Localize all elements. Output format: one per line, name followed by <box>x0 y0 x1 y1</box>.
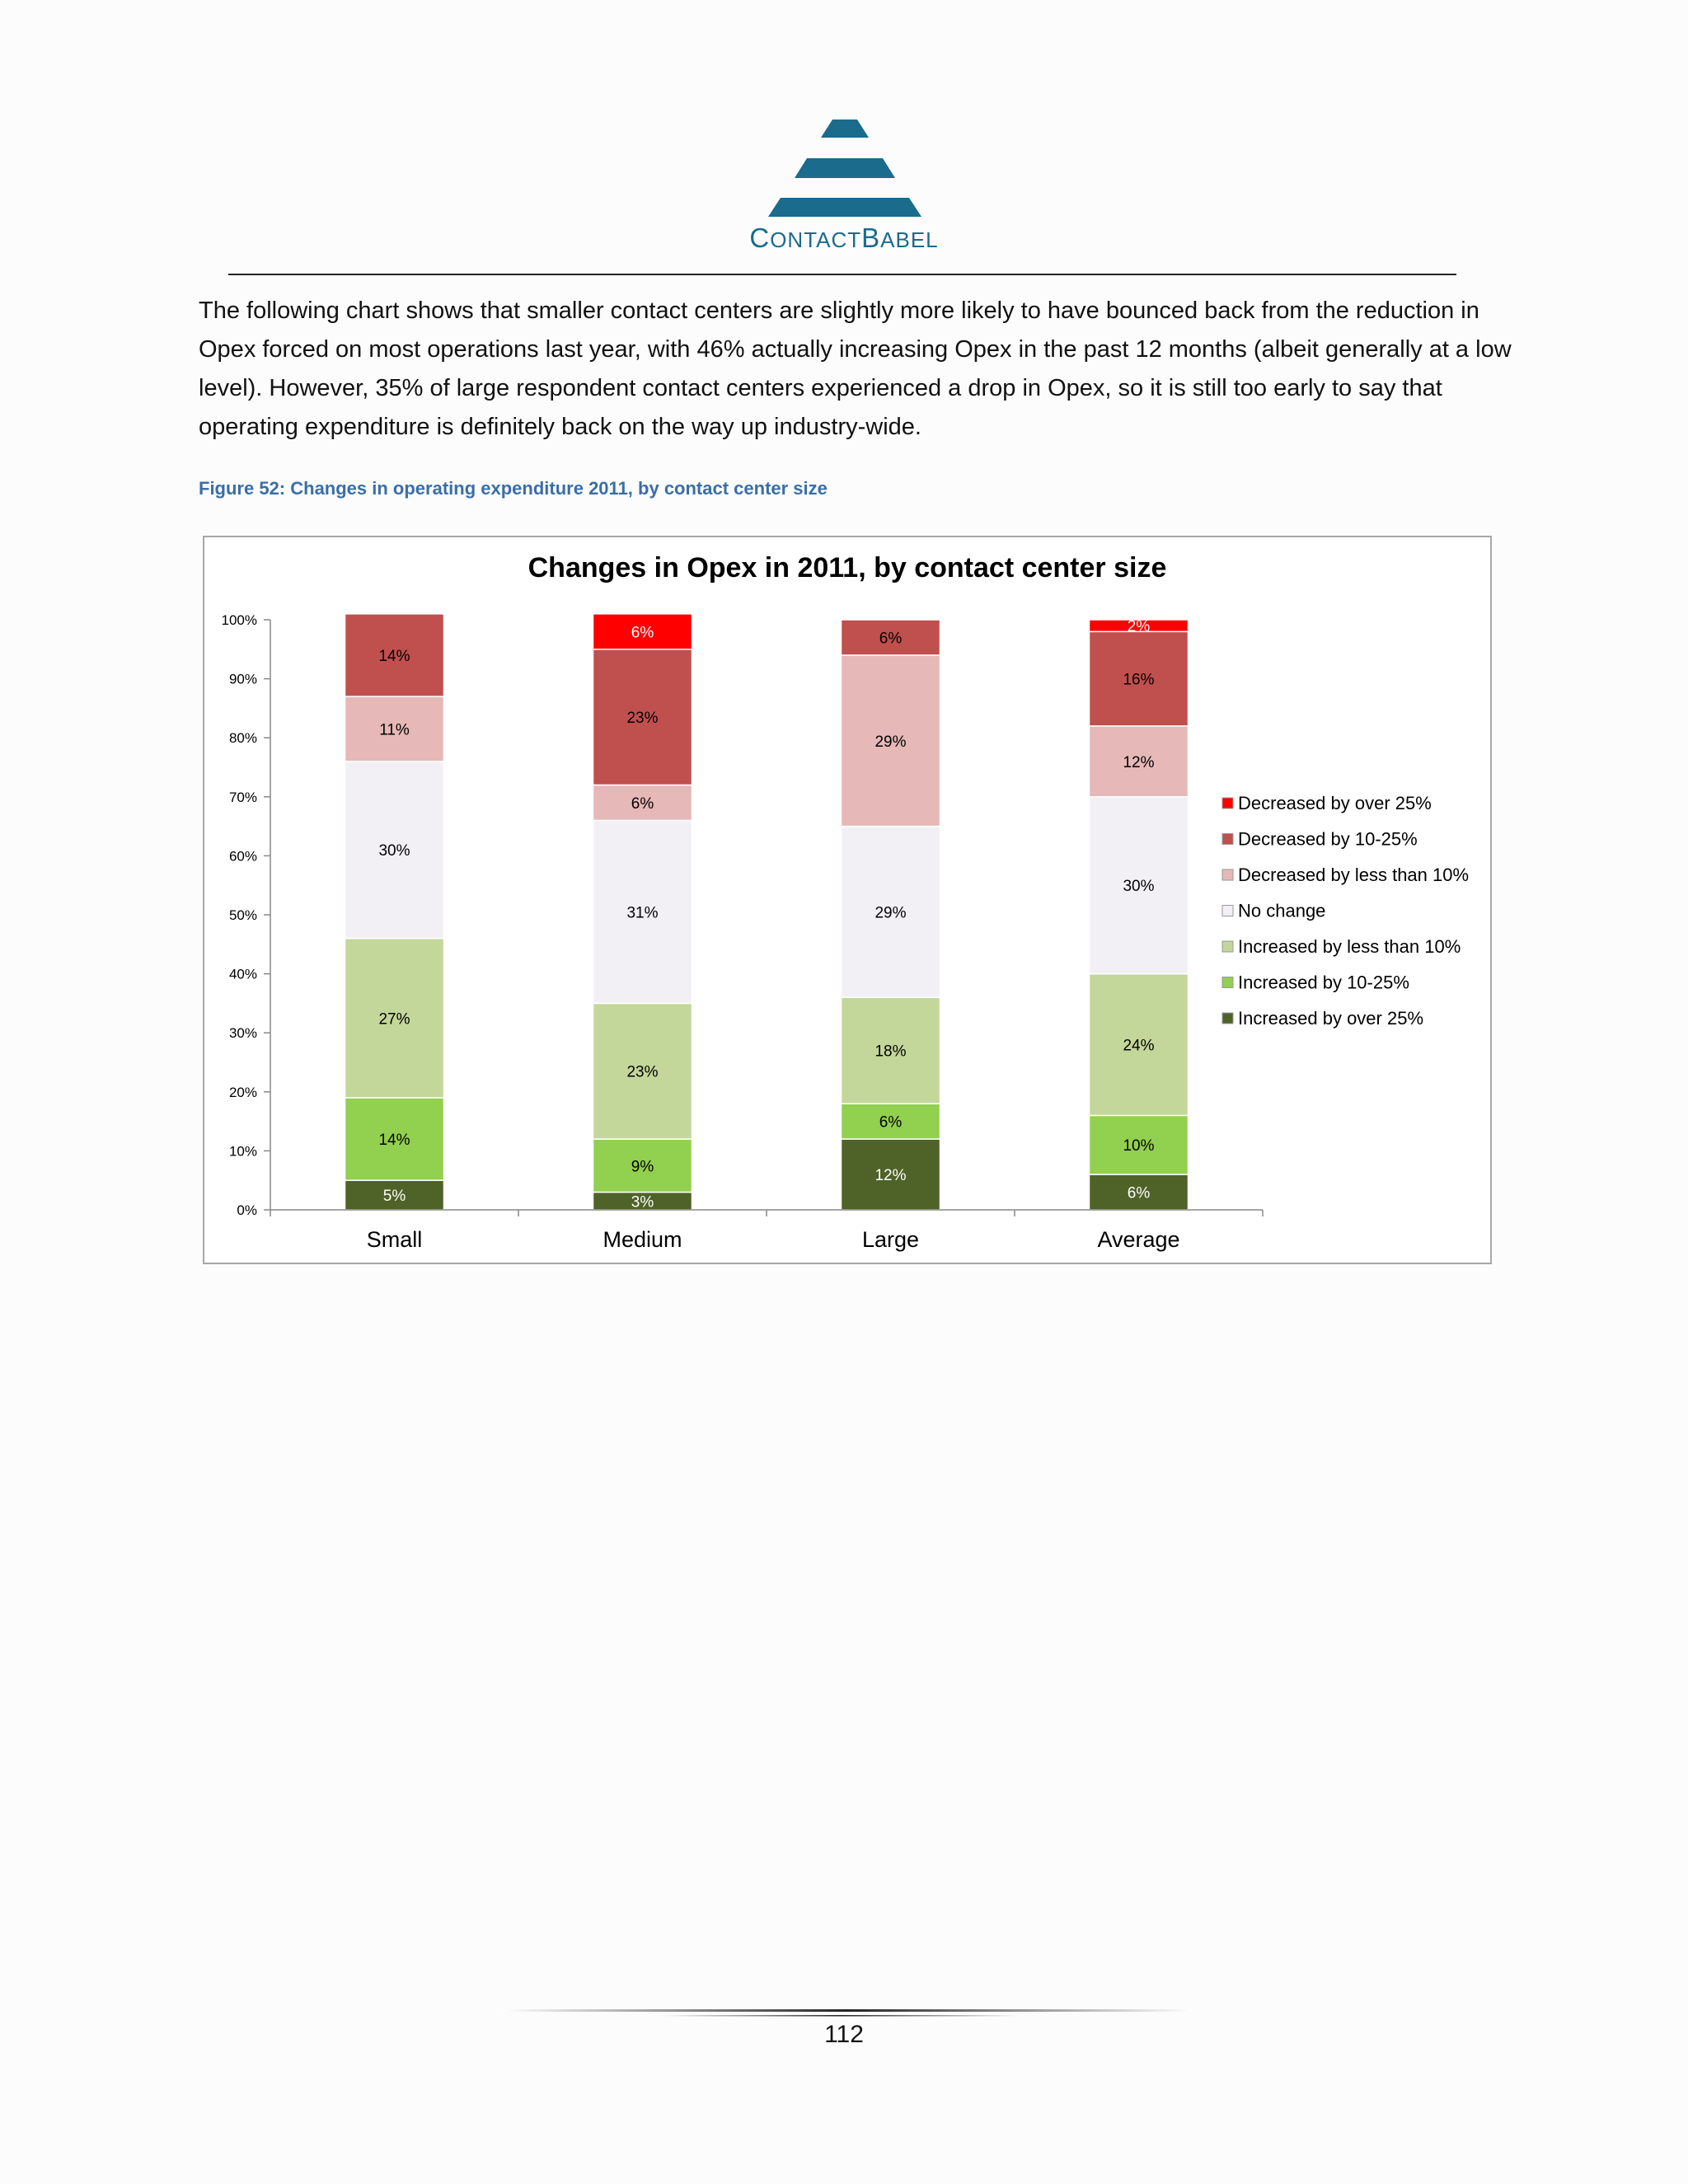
page-number: 112 <box>824 2021 864 2048</box>
data-label: 23% <box>626 1063 659 1081</box>
data-label: 12% <box>874 1167 907 1185</box>
data-label: 11% <box>379 721 410 739</box>
data-label: 10% <box>1123 1137 1155 1155</box>
y-tick-label: 30% <box>228 1025 257 1042</box>
legend-swatch <box>1222 1013 1233 1024</box>
chart-title: Changes in Opex in 2011, by contact center size <box>528 552 1167 583</box>
data-label: 29% <box>874 733 907 751</box>
header-rule <box>228 274 1456 275</box>
data-label: 12% <box>1123 753 1155 771</box>
x-tick-label: Large <box>861 1227 920 1252</box>
data-label: 6% <box>879 630 903 648</box>
footer-rule <box>0 1994 1688 2019</box>
data-label: 5% <box>382 1188 406 1206</box>
y-tick-label: 60% <box>228 848 257 865</box>
data-label: 27% <box>378 1010 410 1029</box>
y-tick-label: 80% <box>228 730 257 747</box>
data-label: 9% <box>631 1158 654 1176</box>
legend-label: Decreased by 10-25% <box>1238 828 1418 850</box>
legend-swatch <box>1222 834 1233 845</box>
legend-label: Increased by 10-25% <box>1238 972 1409 993</box>
data-label: 14% <box>378 647 410 665</box>
y-tick-label: 0% <box>237 1202 257 1218</box>
x-axis <box>270 1210 1263 1252</box>
y-tick-label: 90% <box>228 671 257 687</box>
data-label: 23% <box>626 710 659 728</box>
legend-label: Increased by less than 10% <box>1238 936 1461 957</box>
data-label: 2% <box>1127 618 1151 636</box>
y-tick-label: 70% <box>228 789 257 805</box>
y-tick-label: 10% <box>228 1143 257 1160</box>
data-label: 29% <box>874 904 907 922</box>
data-label: 24% <box>1123 1037 1155 1055</box>
data-labels <box>378 618 1154 1211</box>
chart-svg <box>204 537 1490 1263</box>
legend <box>1222 793 1469 1029</box>
legend-swatch <box>1222 977 1233 988</box>
brand-name: CONTACTBABEL <box>749 223 939 253</box>
data-label: 30% <box>1123 878 1155 896</box>
bars <box>345 614 1189 1210</box>
y-tick-label: 50% <box>228 907 257 923</box>
figure-caption: Figure 52: Changes in operating expenditure 2011, by contact center size <box>199 478 828 499</box>
legend-label: No change <box>1238 900 1326 921</box>
legend-label: Increased by over 25% <box>1238 1008 1424 1029</box>
data-label: 3% <box>631 1193 654 1212</box>
y-tick-label: 100% <box>221 612 257 628</box>
legend-label: Decreased by over 25% <box>1238 793 1432 813</box>
legend-swatch <box>1222 798 1233 808</box>
data-label: 14% <box>378 1132 410 1150</box>
y-tick-label: 40% <box>228 966 257 982</box>
legend-swatch <box>1222 941 1233 952</box>
chart-container <box>203 536 1492 1264</box>
data-label: 31% <box>626 904 659 922</box>
data-label: 30% <box>378 842 410 860</box>
body-paragraph: The following chart shows that smaller contact centers are slightly more likely to have bounced back from the reduction in Opex forced on most operations last year, with 46% actually increasing Opex in the past 12 months (albeit generally at a low level). However, 35% of large respondent contact centers experienced a drop in Opex, so it is still too early to say that operating expenditure is definitely back on the way up industry-wide. <box>199 298 1512 440</box>
logo-tier-3 <box>768 198 921 217</box>
y-tick-label: 20% <box>228 1084 257 1100</box>
y-axis <box>222 612 270 1218</box>
x-tick-label: Small <box>366 1227 423 1252</box>
x-tick-label: Medium <box>603 1227 682 1252</box>
data-label: 6% <box>631 624 654 642</box>
data-label: 18% <box>874 1043 907 1061</box>
x-tick-label: Average <box>1097 1227 1180 1252</box>
legend-swatch <box>1222 869 1233 880</box>
logo-tier-2 <box>795 158 895 178</box>
data-label: 6% <box>631 794 654 813</box>
legend-swatch <box>1222 906 1233 916</box>
data-label: 6% <box>1127 1184 1151 1202</box>
data-label: 6% <box>879 1113 903 1132</box>
data-label: 16% <box>1123 671 1155 689</box>
logo-tier-1 <box>821 120 869 138</box>
legend-label: Decreased by less than 10% <box>1238 865 1470 885</box>
